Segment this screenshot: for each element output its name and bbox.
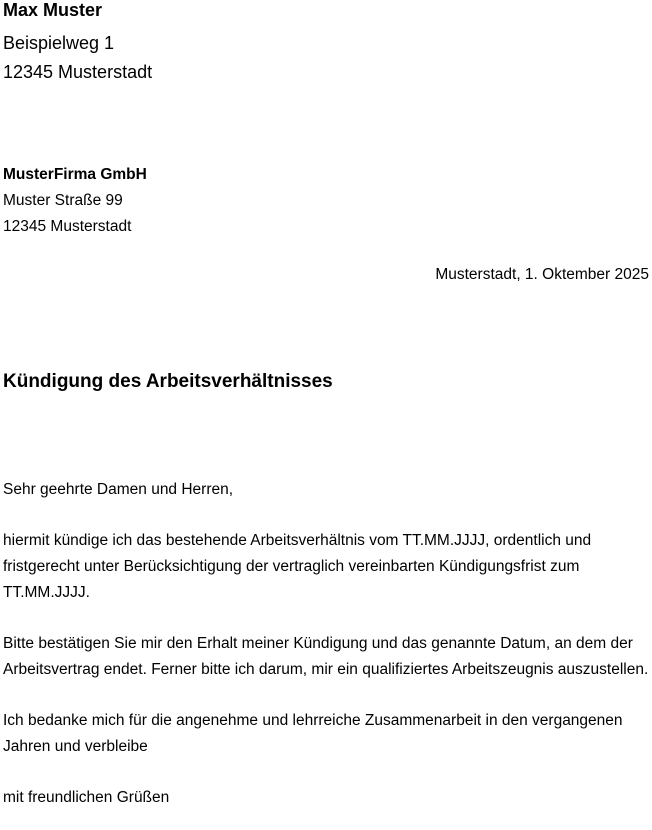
salutation: Sehr geehrte Damen und Herren, bbox=[3, 481, 234, 498]
sender-city: 12345 Musterstadt bbox=[3, 62, 153, 82]
sender-name: Max Muster bbox=[3, 0, 103, 20]
body-paragraph-3: Ich bedanke mich für die angenehme und lehrreiche Zusammenarbeit in den vergangenen Jahren und verbleibe bbox=[3, 712, 623, 755]
letter-body bbox=[3, 477, 651, 811]
date-line: Musterstadt, 1. Oktember 2025 bbox=[435, 266, 649, 283]
subject-heading: Kündigung des Arbeitsverhältnisses bbox=[3, 371, 333, 392]
body-paragraph-2: Bitte bestätigen Sie mir den Erhalt meiner Kündigung und das genannte Datum, an dem der Arbeitsvertrag endet. Ferner bitte ich darum, mir ein qualifiziertes Arbeitszeugnis auszustellen. bbox=[3, 635, 649, 678]
recipient-address-block bbox=[3, 162, 147, 240]
closing-line: mit freundlichen Grüßen bbox=[3, 789, 170, 807]
sender-street: Beispielweg 1 bbox=[3, 33, 115, 53]
sender-address-block bbox=[3, 0, 152, 87]
recipient-street: Muster Straße 99 bbox=[3, 192, 123, 209]
recipient-city: 12345 Musterstadt bbox=[3, 218, 132, 235]
recipient-company: MusterFirma GmbH bbox=[3, 166, 147, 183]
body-paragraph-1: hiermit kündige ich das bestehende Arbeitsverhältnis vom TT.MM.JJJJ, ordentlich und fristgerecht unter Berücksichtigung der vertraglich vereinbarten Kündigungsfrist zum TT.MM.JJJJ. bbox=[3, 532, 592, 601]
